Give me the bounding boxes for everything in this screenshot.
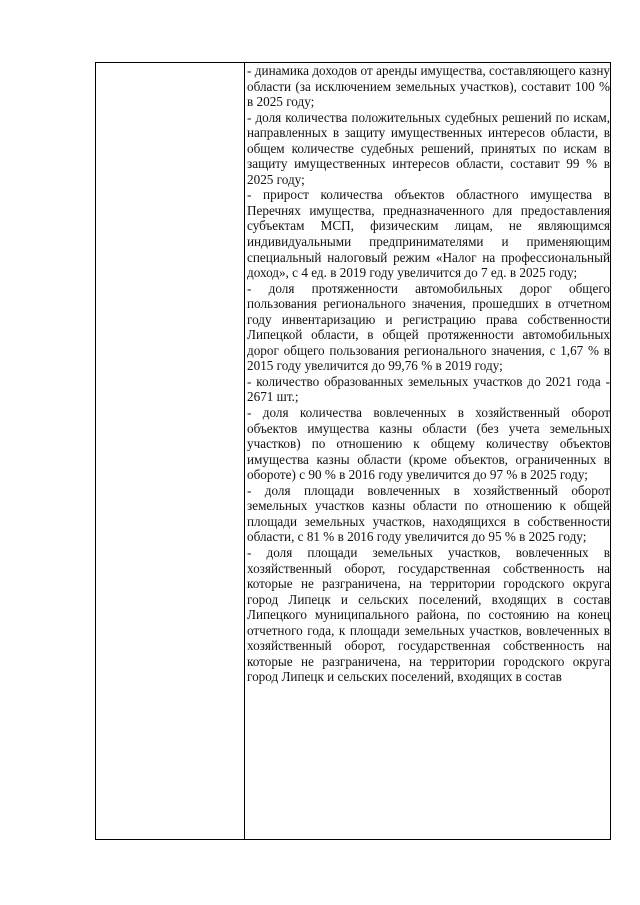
- list-item: - доля площади земельных участков, вовлеченных в хозяйственный оборот, государственная собственность на которые не разграничена, на территории городского округа город Липецк и сельских поселений, входящих в состав Липецкого муниципального района, по состоянию на конец отчетного года, к площади земельных участков, вовлеченных в хозяйственный оборот, государственная собственность на которые не разграничена, на территории городского округа город Липецк и сельских поселений, входящих в состав: [247, 544, 610, 685]
- list-item: - доля протяженности автомобильных дорог общего пользования регионального значения, прошедших в отчетном году инвентаризацию и регистрацию права собственности Липецкой области, в общей протяженности автомобильных дорог общего пользования регионального значения, с 1,67 % в 2015 году увеличится до 99,76 % в 2019 году;: [247, 280, 610, 374]
- list-item: - доля площади вовлеченных в хозяйственный оборот земельных участков казны области по отношению к общей площади земельных участков, находящихся в собственности области, с 81 % в 2016 году увеличится до 95 % в 2025 году;: [247, 482, 610, 545]
- table-cell-right: [247, 63, 610, 839]
- list-item: - доля количества вовлеченных в хозяйственный оборот объектов имущества казны области (без учета земельных участков) по отношению к общему количеству объектов имущества казны области (кроме объектов, ограниченных в обороте) с 90 % в 2016 году увеличится до 97 % в 2025 году;: [247, 405, 610, 483]
- table-cell-left: [96, 63, 243, 839]
- column-divider: [244, 62, 245, 840]
- list-item: - прирост количества объектов областного имущества в Перечнях имущества, предназначенного для предоставления субъектам МСП, физическим лицам, не являющимся индивидуальными предпринимателями и применяющим специальный налоговый режим «Налог на профессиональный доход», с 4 ед. в 2019 году увеличится до 7 ед. в 2025 году;: [247, 187, 610, 281]
- list-item: - количество образованных земельных участков до 2021 года - 2671 шт.;: [247, 373, 610, 405]
- list-item: - доля количества положительных судебных решений по искам, направленных в защиту имущественных интересов области, в общем количестве судебных решений, принятых по искам в защиту имущественных интересов области, составит 99 % в 2025 году;: [247, 109, 610, 187]
- list-item: - динамика доходов от аренды имущества, составляющего казну области (за исключением земельных участков), составит 100 % в 2025 году;: [247, 63, 610, 110]
